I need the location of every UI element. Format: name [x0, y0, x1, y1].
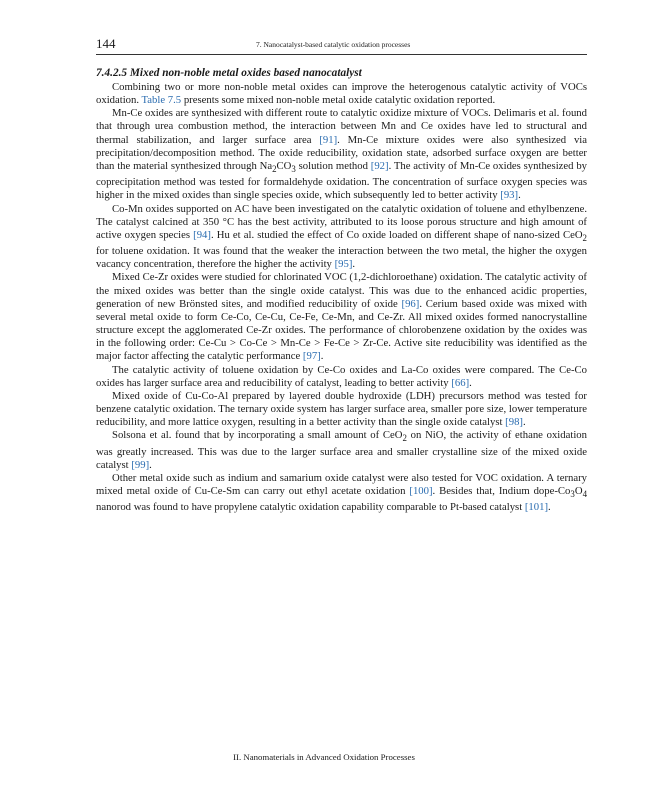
section-title: 7.4.2.5 Mixed non-noble metal oxides based nanocatalyst — [96, 67, 362, 79]
text-run: . — [320, 350, 324, 363]
text-run: . The activity of Mn-Ce oxides synthesized by coprecipitation method was tested for formaldehyde oxidation. The concentration of surface oxygen species was higher in the mixed oxides than single species oxide, which subsequently led to better activity — [96, 159, 588, 202]
subscript: 3 — [570, 489, 575, 500]
text-run: presents some mixed non-noble metal oxide catalytic oxidation reported. — [181, 94, 496, 107]
running-footer: II. Nanomaterials in Advanced Oxidation Processes — [233, 752, 415, 762]
subscript: 4 — [582, 489, 588, 500]
text-run: Other metal oxide such as indium and samarium oxide catalyst were also tested for VOC oxidation. A ternary mixed metal oxide of Cu-Ce-Sm can carry out ethyl acetate oxidation — [96, 471, 587, 498]
running-title: 7. Nanocatalyst-based catalytic oxidation processes — [256, 40, 411, 49]
text-run: Mn-Ce oxides are synthesized with different route to catalytic oxidize mixture of VOCs. Delimaris et al. found that through urea combustion method, the interaction between Mn and Ce oxides have led to structural and thermal stabilization, and larger surface area — [96, 107, 587, 146]
text-run: . — [469, 376, 472, 389]
text-run: Solsona et al. found that by incorporating a small amount of CeO — [112, 429, 403, 442]
paragraph — [96, 364, 587, 390]
citation-link[interactable]: [101] — [524, 501, 549, 514]
citation-link[interactable]: [92] — [370, 159, 389, 172]
paragraph — [96, 81, 587, 107]
page-number: 144 — [96, 36, 116, 51]
text-run: The catalytic activity of toluene oxidation by Ce-Co oxides and La-Co oxides were compared. The Ce-Co oxides has larger surface area and reducibility of catalyst, leading to better activity — [96, 363, 587, 389]
subscript: 2 — [272, 164, 277, 175]
text-run: CO — [276, 159, 292, 172]
text-run: . Cerium based oxide was mixed with several metal oxide to form Ce-Co, Ce-Cu, Ce-Fe, Ce-Mn, and Ce-Zr. All mixed oxides formed nanocrystalline structure except the agglomerated Ce-Zr oxides. The performance of chlorobenzene oxidation by the oxides was in the following order: Ce-Cu > Co-Ce > Mn-Ce > Fe-Ce > Zr-Ce. Active site reducibility was identified as the major factor affecting the catalytic performance — [96, 297, 587, 363]
text-run: . — [548, 501, 551, 514]
body-text — [96, 81, 587, 515]
citation-link[interactable]: [97] — [302, 350, 321, 363]
text-run: Mixed Ce-Zr oxides were studied for chlorinated VOC (1,2-dichloroethane) oxidation. The catalytic activity of the mixed oxides was better than the single oxide catalyst. This was due to the enhanced acidic properties, generation of new Brönsted sites, and modified reducibility of oxide — [96, 271, 587, 310]
text-run: . — [522, 416, 526, 429]
text-run: on NiO, the activity of ethane oxidation was greatly increased. This was due to the larger surface area and smaller crystalline size of the mixed oxide catalyst — [96, 429, 587, 471]
citation-link[interactable]: [93] — [500, 189, 519, 202]
paragraph — [96, 390, 587, 429]
citation-link[interactable]: [98] — [505, 416, 523, 429]
text-run: . — [352, 258, 356, 271]
text-run: Mixed oxide of Cu-Co-Al prepared by layered double hydroxide (LDH) precursors method was tested for benzene catalytic oxidation. The ternary oxide system has larger surface area, smaller pore size, lower temperature reducibility, and more lattice oxygen, resulting in a better activity than the single oxide catalyst — [96, 389, 587, 429]
text-run: . Hu et al. studied the effect of Co oxide loaded on different shape of nano-sized CeO — [210, 228, 583, 241]
citation-link[interactable]: [94] — [193, 228, 211, 241]
text-run: Combining two or more non-noble metal oxides can improve the heterogenous catalytic activity of VOCs oxidation. — [96, 81, 587, 107]
page-content — [96, 32, 587, 515]
subscript: 2 — [582, 233, 587, 243]
citation-link[interactable]: [99] — [131, 458, 150, 471]
subscript: 2 — [402, 433, 407, 444]
text-run: nanorod was found to have propylene catalytic oxidation capability comparable to Pt-based catalyst — [96, 501, 525, 514]
paragraph — [96, 472, 587, 515]
text-run: . Mn-Ce mixture oxides were also synthesized via precipitation/decomposition method. The oxide reducibility, oxidation state, adsorbed surface oxygen are better than the material synthesized through Na — [96, 133, 587, 172]
citation-link[interactable]: [95] — [334, 258, 353, 271]
citation-link[interactable]: [100] — [409, 485, 433, 498]
citation-link[interactable]: Table 7.5 — [141, 94, 182, 107]
text-run: for toluene oxidation. It was found that the weaker the interaction between the two metal, the higher the oxygen vacancy concentration, therefore the higher the activity — [96, 245, 587, 271]
citation-link[interactable]: [96] — [401, 297, 420, 310]
text-run: . — [149, 458, 152, 471]
citation-link[interactable]: [66] — [451, 376, 470, 389]
subscript: 3 — [291, 164, 296, 175]
text-run: solution method — [295, 159, 371, 172]
text-run: Co-Mn oxides supported on AC have been investigated on the catalytic oxidation of toluene and ethylbenzene. The catalyst calcined at 350 °C has the best activity, attributed to its loose porous structure and high amount of active oxygen species — [96, 202, 587, 241]
text-run: . Besides that, Indium dope-Co — [432, 485, 571, 498]
citation-link[interactable]: [91] — [319, 133, 338, 146]
paragraph — [96, 429, 587, 472]
running-header — [96, 32, 587, 55]
text-run: O — [574, 485, 583, 498]
text-run: . — [518, 189, 521, 202]
paragraph — [96, 107, 587, 202]
paragraph — [96, 271, 587, 363]
paragraph — [96, 203, 587, 272]
